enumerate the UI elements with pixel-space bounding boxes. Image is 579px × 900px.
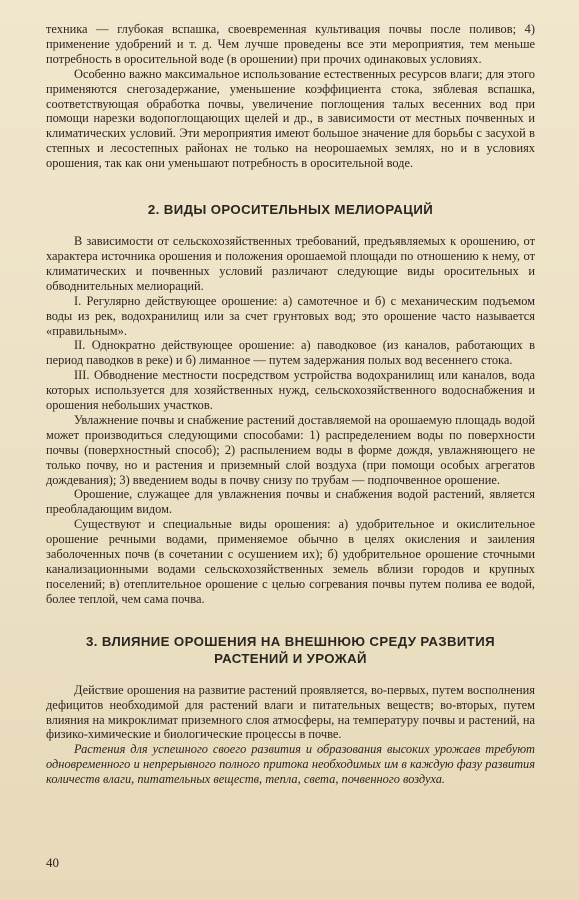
section-2-paragraph: Орошение, служащее для увлажнения почвы и снабжения водой растений, является преобладающим видом.: [46, 487, 535, 517]
section-2-paragraph: II. Однократно действующее орошение: а) паводковое (из каналов, работающих в период паводков в реке) и б) лиманное — путем задержания полых вод весеннего стока.: [46, 338, 535, 368]
page-number: 40: [46, 855, 59, 870]
section-3-paragraph-1: Действие орошения на развитие растений проявляется, во-первых, путем восполнения дефицитов необходимой для растений влаги и питательных веществ; во-вторых, путем влияния на микроклимат приземного слоя атмосферы, на температуру почвы и растений, на физико-химические и биологические процессы в почве.: [46, 682, 535, 742]
intro-paragraph-2: Особенно важно максимальное использование естественных ресурсов влаги; для этого применяются снегозадержание, уменьшение коэффициента стока, зяблевая вспашка, соответствующая обработка почвы, увеличение поглощения талых весенних вод при помощи нарезки водопоглощающих щелей и др., в зависимости от местных почвенных и климатических условий. Эти мероприятия имеют большое значение для борьбы с засухой в степных и лесостепных районах не только на неорошаемых землях, но и в условиях орошения, так как они уменьшают потребность в оросительной воде.: [46, 66, 535, 171]
intro-paragraph-1: техника — глубокая вспашка, своевременная культивация почвы после поливов; 4) применение удобрений и т. д. Чем лучше проведены все эти мероприятия, тем меньше потребность в оросительной воде (в орошении) при прочих одинаковых условиях.: [46, 22, 535, 66]
section-2-paragraph: III. Обводнение местности посредством устройства водохранилищ или каналов, вода которых используется для хозяйственных нужд, сельскохозяйственного водоснабжения и орошения небольших участков.: [46, 368, 535, 413]
section-2-paragraph: Увлажнение почвы и снабжение растений доставляемой на орошаемую площадь водой может производиться следующими способами: 1) распределением воды по поверхности почвы (поверхностный способ); 2) распылением воды в форме дождя, увлажняющего не только почву, но и растения и приземный слой воздуха (при помощи особых агрегатов дождевания); 3) введением воды в почву снизу по трубам — подпочвенное орошение.: [46, 412, 535, 487]
section-2-paragraph: I. Регулярно действующее орошение: а) самотечное и б) с механическим подъемом воды из рек, водохранилищ или за счет грунтовых вод; это орошение часто называется «правильным».: [46, 293, 535, 338]
section-3-heading: [46, 633, 535, 667]
section-3-heading-line-2: РАСТЕНИЙ И УРОЖАЙ: [214, 650, 367, 666]
section-2-paragraph: Существуют и специальные виды орошения: а) удобрительное и окислительное орошение речными водами, применяемое обычно в целях окисления и заиления заболоченных почв (в сочетании с осушением их); б) удобрительное орошение сточными канализационными водами сельскохозяйственных земель вблизи городов и крупных поселений; в) отеплительное орошение с целью согревания почвы путем полива ее водой, более теплой, чем сама почва.: [46, 517, 535, 606]
section-2-paragraph: В зависимости от сельскохозяйственных требований, предъявляемых к орошению, от характера источника орошения и положения орошаемой площади по отношению к нему, от климатических и почвенных условий различают следующие виды оросительных и обводнительных мелиораций.: [46, 234, 535, 293]
section-3-heading-line-1: 3. ВЛИЯНИЕ ОРОШЕНИЯ НА ВНЕШНЮЮ СРЕДУ РАЗВИТИЯ: [85, 633, 496, 649]
section-3-paragraph-2-italic: Растения для успешного своего развития и образования высоких урожаев требуют одновременного и непрерывного полного притока необходимых им в каждую фазу развития количеств влаги, питательных веществ, тепла, света, почвенного воздуха.: [46, 742, 535, 787]
section-2-heading: 2. ВИДЫ ОРОСИТЕЛЬНЫХ МЕЛИОРАЦИЙ: [147, 202, 434, 218]
